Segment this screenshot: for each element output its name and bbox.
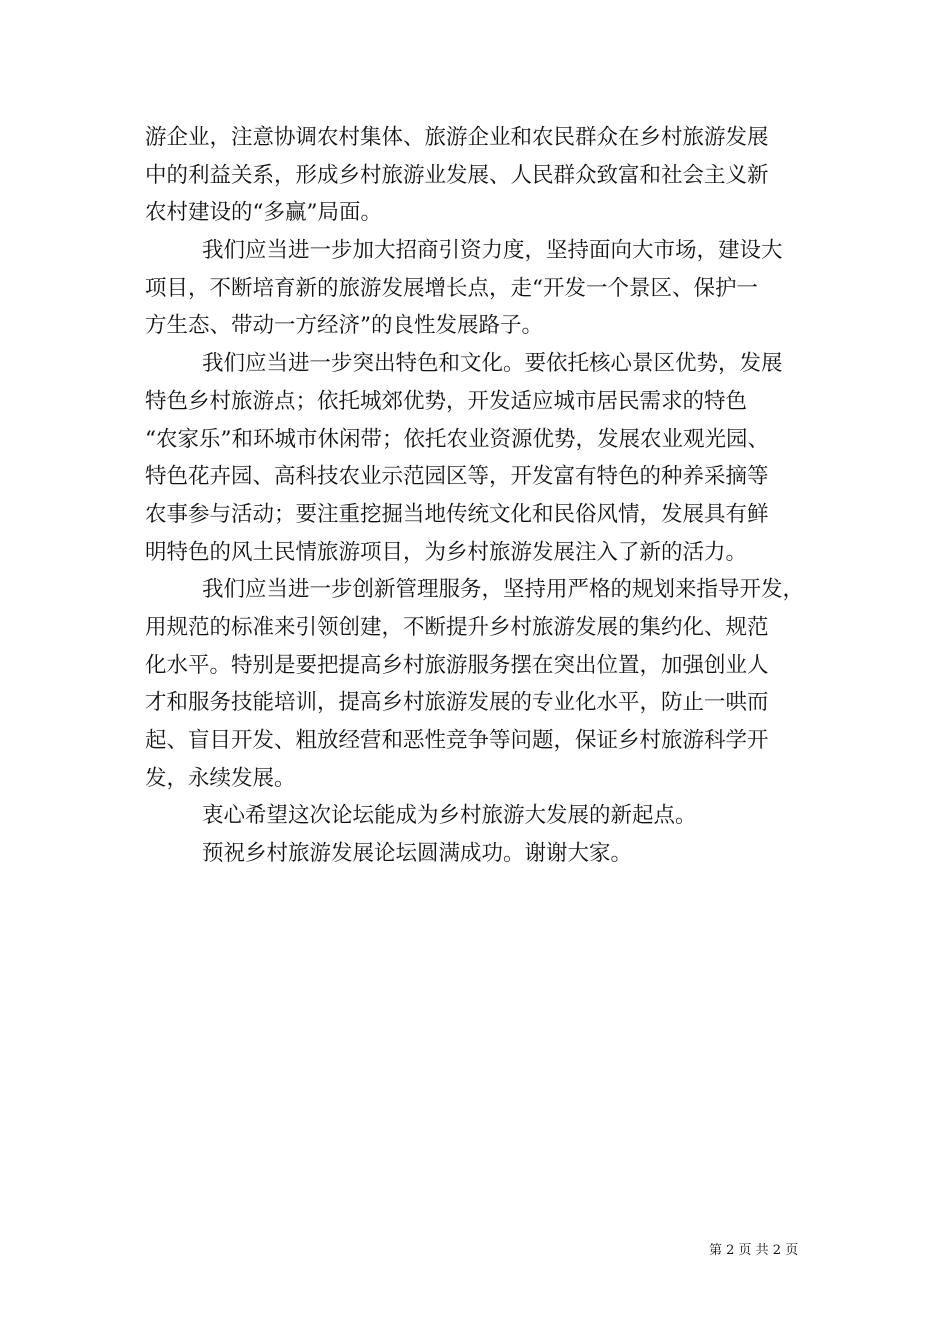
text-line: “农家乐”和环城市休闲带；依托农业资源优势，发展农业观光园、 bbox=[145, 426, 769, 452]
text-line: 方生态、带动一方经济”的良性发展路子。 bbox=[145, 313, 543, 339]
text-line: 起、盲目开发、粗放经营和恶性竞争等问题，保证乡村旅游科学开 bbox=[145, 728, 769, 753]
paragraph-first-line: 衷心希望这次论坛能成为乡村旅游大发展的新起点。 bbox=[202, 803, 697, 829]
text-line: 农村建设的“多赢”局面。 bbox=[145, 200, 382, 226]
text-line: 游企业，注意协调农村集体、旅游企业和农民群众在乡村旅游发展 bbox=[145, 125, 769, 150]
paragraph-first-line: 预祝乡村旅游发展论坛圆满成功。谢谢大家。 bbox=[202, 841, 633, 867]
text-line: 发，永续发展。 bbox=[145, 765, 296, 791]
text-line: 特色花卉园、高科技农业示范园区等，开发富有特色的种养采摘等 bbox=[145, 464, 769, 490]
text-line: 用规范的标准来引领创建，不断提升乡村旅游发展的集约化、规范 bbox=[145, 614, 769, 640]
text-line: 特色乡村旅游点；依托城郊优势，开发适应城市居民需求的特色 bbox=[145, 388, 748, 414]
paragraph-first-line: 我们应当进一步突出特色和文化。要依托核心景区优势，发展 bbox=[202, 351, 783, 377]
paragraph-first-line: 我们应当进一步加大招商引资力度，坚持面向大市场，建设大 bbox=[202, 238, 783, 264]
text-line: 才和服务技能培训，提高乡村旅游发展的专业化水平，防止一哄而 bbox=[145, 690, 769, 716]
text-line: 中的利益关系，形成乡村旅游业发展、人民群众致富和社会主义新 bbox=[145, 162, 769, 188]
paragraph-first-line: 我们应当进一步创新管理服务，坚持用严格的规划来指导开发， bbox=[202, 577, 805, 603]
text-line: 化水平。特别是要把提高乡村旅游服务摆在突出位置，加强创业人 bbox=[145, 652, 769, 678]
text-line: 项目，不断培育新的旅游发展增长点，走“开发一个景区、保护一 bbox=[145, 275, 758, 301]
text-line: 明特色的风土民情旅游项目，为乡村旅游发展注入了新的活力。 bbox=[145, 539, 748, 565]
page-number-footer: 第 2 页 共 2 页 bbox=[709, 1243, 799, 1258]
document-body bbox=[145, 119, 810, 873]
text-line: 农事参与活动；要注重挖掘当地传统文化和民俗风情，发展具有鲜 bbox=[145, 501, 769, 527]
